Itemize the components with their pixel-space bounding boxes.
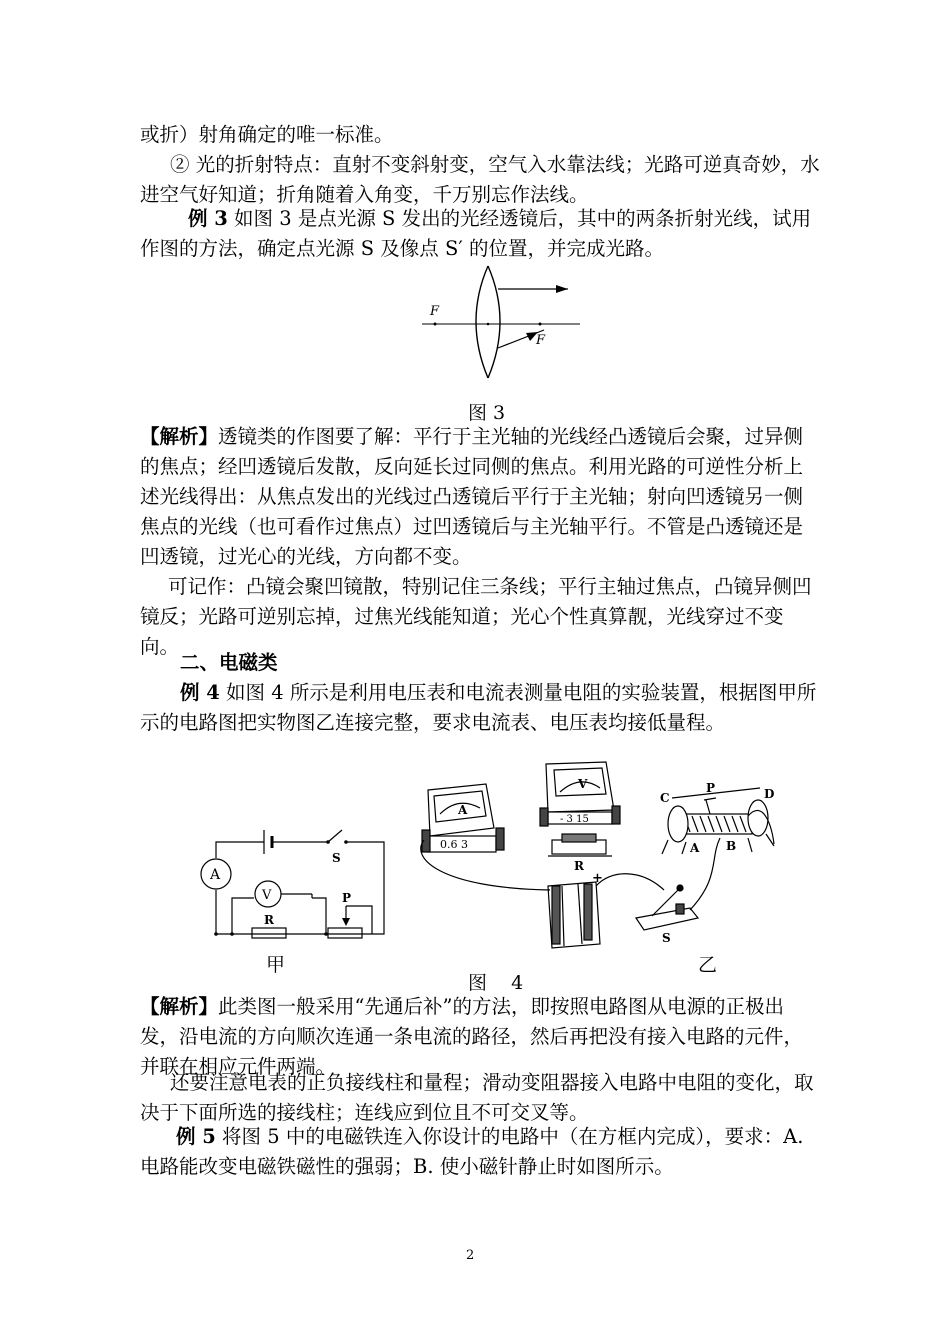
- switch-symbol-label: S: [332, 851, 341, 865]
- paragraph-refraction-rhyme: ② 光的折射特点：直射不变斜射变，空气入水靠法线；光路可逆真奇妙，水进空气好知道；折角随着入角变，千万别忘作法线。: [140, 153, 820, 206]
- example-5-label: 例 5: [176, 1125, 216, 1148]
- paragraph-analysis-3: 【解析】透镜类的作图要了解：平行于主光轴的光线经凸透镜后会聚，过异侧的焦点；经凹透镜后发散，反向延长过同侧的焦点。利用光路的可逆性分析上述光线得出：从焦点发出的光线过凸透镜后平行于主光轴；射向凹透镜另一侧焦点的光线（也可看作过焦点）过凹透镜后与主光轴平行。不管是凸透镜还是凹透镜，过光心的光线，方向都不变。: [140, 425, 804, 568]
- analysis-label: 【解析】: [140, 425, 219, 448]
- analysis-label-2: 【解析】: [140, 995, 219, 1018]
- rheostat-c-label: C: [660, 791, 670, 805]
- paragraph-example-5: 例 5 将图 5 中的电磁铁连入你设计的电路中（在方框内完成），要求：A. 电路能改变电磁铁磁性的强弱；B. 使小磁针静止时如图所示。: [140, 1125, 804, 1178]
- battery-device: [548, 882, 600, 948]
- figure-4-label-yi: 乙: [698, 954, 718, 976]
- voltmeter-symbol-label: V: [262, 888, 272, 903]
- rheostat-a-label: A: [690, 841, 700, 855]
- rheostat-b-label: B: [726, 839, 737, 853]
- figure-3-lens-diagram: [420, 262, 582, 384]
- figure-4-circuit-diagram: [196, 822, 392, 950]
- page-number: 2: [466, 1248, 475, 1263]
- paragraph-1: 或折）射角确定的唯一标准。: [140, 123, 394, 146]
- example-4-label: 例 4: [180, 681, 220, 704]
- switch-device-label: S: [662, 931, 671, 945]
- paragraph-example-4: 例 4 如图 4 所示是利用电压表和电流表测量电阻的实验装置，根据图甲所示的电路图把实物图乙连接完整，要求电流表、电压表均接低量程。: [140, 681, 817, 734]
- voltmeter-terminal-labels: - 3 15: [560, 814, 589, 825]
- rheostat-d-label: D: [764, 787, 775, 801]
- figure-4-apparatus-drawing: [400, 758, 780, 958]
- section-heading-electromagnetism: 二、电磁类: [180, 651, 278, 674]
- switch-device: [636, 885, 698, 930]
- figure-4-caption: 图 4: [468, 972, 524, 994]
- resistor-device-label: R: [574, 859, 584, 873]
- resistor-symbol-label: R: [264, 913, 274, 927]
- ammeter-terminal-labels: 0.6 3: [440, 838, 468, 851]
- figure-4-label-jia: 甲: [266, 954, 286, 976]
- resistor-device: [548, 834, 612, 856]
- ammeter-symbol-label: A: [210, 867, 221, 883]
- ammeter-device-label: A: [458, 803, 468, 817]
- example-3-label: 例 3: [188, 207, 228, 230]
- focus-label-left: F: [430, 304, 440, 319]
- paragraph-example-3: 例 3 如图 3 是点光源 S 发出的光经透镜后，其中的两条折射光线，试用作图的方法，确定点光源 S 及像点 S′ 的位置，并完成光路。: [140, 207, 812, 260]
- paragraph-analysis-4: 【解析】此类图一般采用“先通后补”的方法，即按照电路图从电源的正极出发，沿电流的方向顺次连通一条电流的路径，然后再把没有接入电路的元件，并联在相应元件两端。: [140, 995, 804, 1078]
- focus-label-right: F: [536, 333, 546, 348]
- paragraph-lens-rhyme: 可记作：凸镜会聚凹镜散，特别记住三条线；平行主轴过焦点，凸镜异侧凹镜反；光路可逆别忘掉，过焦光线能知道；光心个性真算靓，光线穿过不变向。: [140, 575, 812, 658]
- rheostat-slider-label: P: [342, 891, 352, 905]
- figure-3-caption: 图 3: [468, 402, 506, 424]
- battery-plus-label: +: [592, 871, 603, 886]
- paragraph-meter-notes: 还要注意电表的正负接线柱和量程；滑动变阻器接入电路中电阻的变化，取决于下面所选的接线柱；连线应到位且不可交叉等。: [140, 1071, 814, 1124]
- rheostat-p-label: P: [706, 781, 716, 795]
- voltmeter-device-label: V: [578, 777, 588, 791]
